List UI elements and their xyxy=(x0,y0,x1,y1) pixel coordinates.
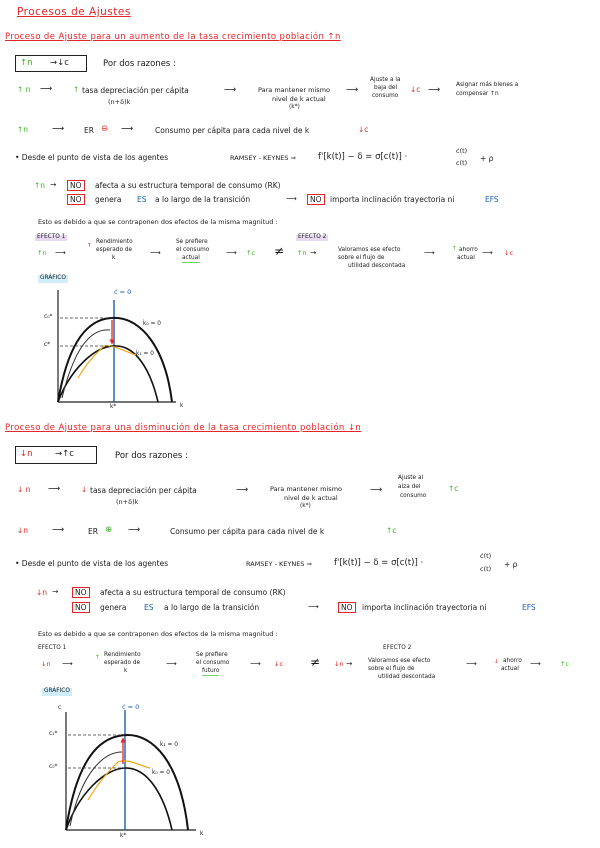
reason1-mid: Para mantener mismo xyxy=(258,86,331,94)
ramsey-label: RAMSEY - KEYNES ⇒ xyxy=(230,154,296,162)
reason2-text: Consumo per cápita para cada nivel de k xyxy=(170,527,325,536)
long-arrow: ⟶ xyxy=(55,248,66,257)
e1-p2: el consumo xyxy=(176,247,210,253)
long-arrow: ⟶ xyxy=(166,659,177,668)
reason2-er: ER xyxy=(88,527,98,536)
long-arrow: ⟶ xyxy=(128,525,141,535)
reason1-end2: compensar ↑n xyxy=(456,91,499,97)
section-title: Proceso de Ajuste para una disminución de la tasa crecimiento población ↓n xyxy=(5,423,362,433)
reasons-label: Por dos razones : xyxy=(115,451,188,461)
no-line2b: a lo largo de la transición xyxy=(155,195,251,204)
no-badge: NO xyxy=(72,602,90,613)
e1-p3: actual xyxy=(182,255,200,261)
long-arrow: ⟶ xyxy=(424,248,435,257)
reason1-n: ↓ n xyxy=(17,485,31,494)
no-line2-efs: EFS xyxy=(485,195,499,204)
reason1-down-arrow: ↓ xyxy=(81,485,88,494)
long-arrow: ⟶ xyxy=(250,659,261,668)
long-arrow: ⟶ xyxy=(370,485,383,495)
reason2-er: ER xyxy=(84,126,94,135)
frac-bottom: c(t) xyxy=(480,565,492,573)
reason2-text: Consumo per cápita para cada nivel de k xyxy=(155,126,310,135)
reason2-sign: ⊕ xyxy=(105,525,113,535)
reason1-mid3: (k*) xyxy=(289,104,300,110)
long-arrow: ⟶ xyxy=(150,248,161,257)
no-line2c: importa inclinación trayectoria ni xyxy=(362,603,487,612)
reason1-c: ↓c xyxy=(410,85,421,94)
right-arrow: → xyxy=(346,659,353,668)
ramsey-formula: f'[k(t)] − δ = σ[c(t)] · xyxy=(334,558,424,568)
reason1-mid2: nivel de k actual xyxy=(284,494,338,502)
no-line2b: a lo largo de la transición xyxy=(164,603,260,612)
reason1-formula: (n+δ)k xyxy=(116,498,139,506)
long-arrow: ⟶ xyxy=(52,525,65,535)
frac-top: ċ(t) xyxy=(480,552,492,560)
no-line2-es: ES xyxy=(137,195,147,204)
e1-p3: futuro xyxy=(202,668,220,674)
long-arrow: ⟶ xyxy=(236,485,249,495)
e1-c3: k xyxy=(112,255,116,261)
grafico-label: GRÁFICO xyxy=(44,688,70,694)
frac-tail: + ρ xyxy=(504,560,518,569)
graph1-kdot1-label: k̇₁ = 0 xyxy=(136,351,154,357)
summary-n: ↓n xyxy=(20,449,33,459)
reason1-text: tasa depreciación per cápita xyxy=(82,86,189,95)
section-title: Proceso de Ajuste para un aumento de la tasa crecimiento población ↑n xyxy=(5,32,341,42)
right-arrow: → xyxy=(52,587,59,596)
long-arrow: ⟶ xyxy=(40,84,53,94)
e1-p2: el consumo xyxy=(196,660,230,666)
reason1-formula: (n+δ)k xyxy=(108,98,131,106)
no-line2c: importa inclinación trayectoria ni xyxy=(330,195,455,204)
e1-c2: esperado de xyxy=(104,660,141,666)
no-badge: NO xyxy=(72,587,90,598)
e1-p1: Se prefiere xyxy=(196,652,228,658)
e1-p1: Se prefiere xyxy=(176,239,208,245)
summary-n: ↑n xyxy=(20,58,33,68)
e2-v2: sobre el flujo de xyxy=(338,255,385,261)
e2-a1: ahorro xyxy=(459,247,478,253)
long-arrow: ⟶ xyxy=(466,659,477,668)
e1-n: ↑n xyxy=(37,249,47,257)
page-title: Procesos de Ajustes xyxy=(17,6,131,18)
reason1-mid2: nivel de k actual xyxy=(272,95,326,103)
long-arrow: ⟶ xyxy=(346,85,359,95)
reason1-adj2: baja del xyxy=(374,85,398,91)
reason2-c: ↓c xyxy=(358,125,369,134)
reason1-up-arrow: ↑ xyxy=(73,85,80,94)
long-arrow: ⟶ xyxy=(121,124,134,134)
long-arrow: ⟶ xyxy=(286,194,297,203)
e1-c: ↓c xyxy=(274,660,284,668)
graph2-k-label: k xyxy=(200,831,204,837)
e2-a1: ahorro xyxy=(503,658,522,664)
efecto1-label: EFECTO 1 xyxy=(37,234,66,240)
no-line2a: genera xyxy=(100,603,127,612)
e1-c: ↑c xyxy=(246,249,256,257)
reason1-mid3: (k*) xyxy=(300,503,311,509)
reason1-adj: Ajuste al xyxy=(398,475,424,481)
right-arrow: → xyxy=(310,248,317,257)
e2-n: ↑n xyxy=(297,249,307,257)
long-arrow: ⟶ xyxy=(226,248,237,257)
reason2-n: ↓n xyxy=(17,526,29,535)
right-arrow: → xyxy=(50,180,57,189)
reason1-adj3: consumo xyxy=(400,493,427,499)
graph1-c1-label: c* xyxy=(44,342,51,348)
reason1-adj: Ajuste a la xyxy=(370,77,401,83)
no-line2-efs: EFS xyxy=(522,603,536,612)
esto-text: Esto es debido a que se contraponen dos efectos de la misma magnitud : xyxy=(38,630,278,638)
orange-path xyxy=(78,346,136,378)
reason1-end: Asignar más bienes a xyxy=(456,82,519,88)
reason3-text: • Desde el punto de vista de los agentes xyxy=(15,559,169,568)
no-line1: afecta a su estructura temporal de consumo (RK) xyxy=(100,588,286,597)
graph2-cdot-label: ċ = 0 xyxy=(122,703,140,711)
down-arrow: ↓ xyxy=(494,659,499,665)
no-line1: afecta a su estructura temporal de consumo (RK) xyxy=(95,181,281,190)
summary-c: →↓c xyxy=(50,58,69,68)
saddle-path xyxy=(62,330,110,398)
long-arrow: ⟶ xyxy=(308,602,319,611)
efecto1-label: EFECTO 1 xyxy=(38,645,67,651)
frac-bottom: c(t) xyxy=(456,159,468,167)
no-line-n: ↓n xyxy=(36,588,48,597)
no-badge: NO xyxy=(338,602,356,613)
saddle-path xyxy=(70,752,122,826)
graph2-kdot1-label: k̇₁ = 0 xyxy=(160,742,178,748)
graph1-cdot-label: ċ = 0 xyxy=(114,288,132,296)
neq-symbol: ≠ xyxy=(310,655,321,669)
long-arrow: ⟶ xyxy=(428,85,441,95)
long-arrow: ⟶ xyxy=(482,248,493,257)
long-arrow: ⟶ xyxy=(224,85,237,95)
summary-c: →↑c xyxy=(55,449,74,459)
long-arrow: ⟶ xyxy=(52,124,65,134)
e1-c1: Rendimiento xyxy=(104,652,141,658)
grafico-label: GRÁFICO xyxy=(40,275,66,281)
graph1-k-label: k xyxy=(180,403,184,409)
reason1-adj2: alza del xyxy=(398,484,421,490)
e2-n: ↓n xyxy=(334,660,344,668)
reason1-mid: Para mantener mismo xyxy=(270,485,343,493)
e2-v3: utilidad descontada xyxy=(348,263,406,269)
no-line2a: genera xyxy=(95,195,122,204)
reason3-text: • Desde el punto de vista de los agentes xyxy=(15,153,169,162)
phase-diagram-decrease xyxy=(66,710,196,830)
reason1-adj3: consumo xyxy=(372,93,399,99)
efecto2-label: EFECTO 2 xyxy=(298,234,327,240)
no-line-n: ↑n xyxy=(34,181,46,190)
up-arrow: ↑ xyxy=(452,246,457,252)
up-arrow: ↑ xyxy=(95,655,100,661)
no-badge: NO xyxy=(67,194,85,205)
graph1-kdot0-label: k̇₀ = 0 xyxy=(143,321,161,327)
neq-symbol: ≠ xyxy=(274,244,285,258)
e2-v1: Valoramos ese efecto xyxy=(338,247,401,253)
no-badge: NO xyxy=(307,194,325,205)
long-arrow: ⟶ xyxy=(530,659,541,668)
e2-a2: actual xyxy=(501,666,519,672)
ramsey-label: RAMSEY - KEYNES ⇒ xyxy=(246,560,312,568)
e1-c2: esperado de xyxy=(96,247,133,253)
graph2-c1-label: c₁* xyxy=(49,731,58,737)
graph1-kstar-label: k* xyxy=(110,404,117,410)
kdot0-curve xyxy=(66,768,172,830)
reason2-c: ↑c xyxy=(386,526,397,535)
long-arrow: ⟶ xyxy=(62,659,73,668)
e1-c3: k xyxy=(124,668,128,674)
phase-diagram-increase xyxy=(58,290,176,402)
reason1-c: ↑c xyxy=(448,484,459,493)
efecto2-label: EFECTO 2 xyxy=(383,645,412,651)
graph2-c-axis-label: c xyxy=(58,705,62,711)
e2-v3: utilidad descontada xyxy=(378,674,436,680)
e2-v2: sobre el flujo de xyxy=(368,666,415,672)
e2-a2: actual xyxy=(457,255,475,261)
graph2-kdot0-label: k̇₀ = 0 xyxy=(152,770,170,776)
no-line2-es: ES xyxy=(144,603,154,612)
reason1-n: ↑ n xyxy=(17,85,31,94)
e2-v1: Valoramos ese efecto xyxy=(368,658,431,664)
e2-c: ↑c xyxy=(560,660,570,668)
up-arrow: ↑ xyxy=(87,243,92,249)
graph1-c0-label: c₀* xyxy=(44,314,53,320)
frac-tail: + ρ xyxy=(480,154,494,163)
e1-c1: Rendimiento xyxy=(96,239,133,245)
e1-n: ↓n xyxy=(41,660,51,668)
no-badge: NO xyxy=(67,180,85,191)
reason2-n: ↑n xyxy=(17,125,29,134)
graph2-c0-label: c₀* xyxy=(49,764,58,770)
long-arrow: ⟶ xyxy=(48,484,61,494)
reason1-text: tasa depreciación per cápita xyxy=(90,486,197,495)
e2-c: ↓c xyxy=(504,249,514,257)
reason2-sign: ⊖ xyxy=(101,124,109,134)
ramsey-formula: f'[k(t)] − δ = σ[c(t)] · xyxy=(318,152,408,162)
esto-text: Esto es debido a que se contraponen dos efectos de la misma magnitud : xyxy=(38,218,278,226)
frac-top: ċ(t) xyxy=(456,147,468,155)
graph2-kstar-label: k* xyxy=(120,833,127,839)
reasons-label: Por dos razones : xyxy=(103,59,176,69)
